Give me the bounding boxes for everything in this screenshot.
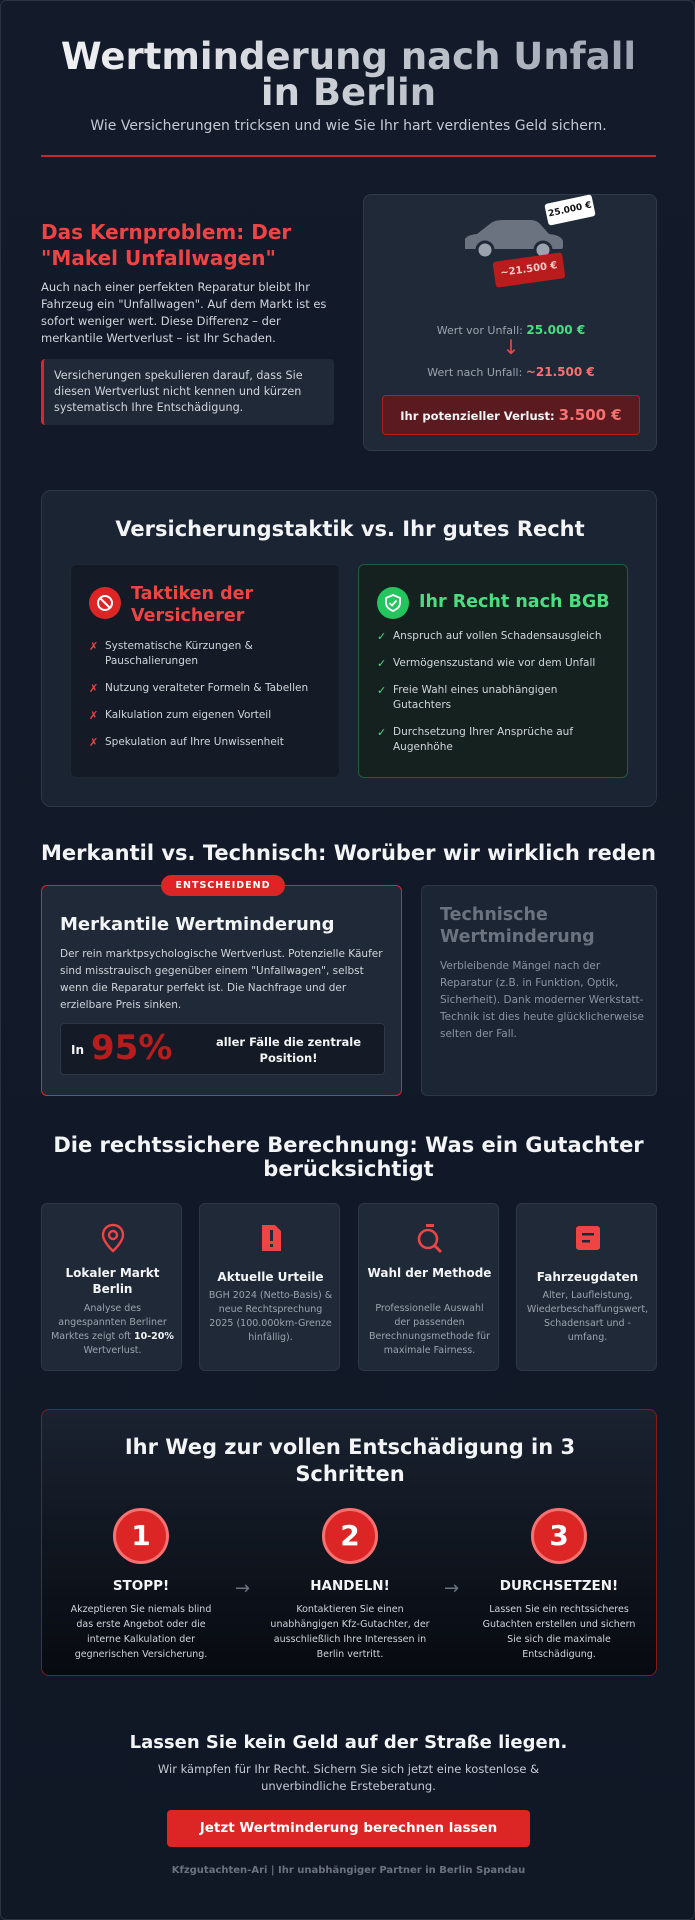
- value-loss-card: [363, 194, 657, 451]
- step-number: 1: [113, 1508, 169, 1564]
- document-alert-icon: [255, 1222, 287, 1254]
- list-item: ✗ Systematische Kürzungen & Pauschalierungen: [89, 640, 253, 667]
- stat-prefix: In: [71, 1043, 85, 1057]
- calc-card-heading: Wahl der Methode: [367, 1266, 492, 1280]
- merkantil-stat-box: [60, 1023, 385, 1075]
- merkantil-card: [41, 880, 402, 1096]
- data-sheet-icon: [572, 1222, 604, 1254]
- check-icon: ✓: [377, 684, 387, 697]
- technisch-text: Verbleibende Mängel nach der Reparatur (z.B. in Funktion, Optik, Sicherheit). Dank moderner Werkstatt-Technik ist dies heute glücklicherweise selten der Fall.: [440, 960, 644, 1040]
- list-item: ✗ Spekulation auf Ihre Unwissenheit: [89, 736, 284, 749]
- calc-card-vehicle: [516, 1203, 657, 1371]
- core-problem-quote: Versicherungen spekulieren darauf, dass Sie diesen Wertverlust nicht kennen und kürzen systematisch Ihre Entschädigung.: [41, 359, 334, 425]
- list-item: ✓ Anspruch auf vollen Schadensausgleich: [377, 630, 602, 643]
- calc-card-heading: Lokaler Markt Berlin: [65, 1266, 160, 1296]
- stat-text: aller Fälle die zentrale Position!: [215, 1035, 362, 1065]
- prohibited-icon: [89, 587, 121, 619]
- calculate-value-loss-button[interactable]: Jetzt Wertminderung berechnen lassen: [167, 1810, 530, 1847]
- value-after-row: [364, 365, 658, 379]
- loss-amount: 3.500 €: [558, 406, 622, 424]
- calculation-title: Die rechtssichere Berechnung: Was ein Gutachter berücksichtigt: [53, 1133, 644, 1181]
- cta-title: Lassen Sie kein Geld auf der Straße liegen.: [129, 1732, 568, 1753]
- rights-heading: Ihr Recht nach BGB: [419, 592, 610, 612]
- check-icon: ✓: [377, 657, 387, 670]
- decisive-badge: ENTSCHEIDEND: [161, 875, 285, 896]
- value-before-amount: 25.000 €: [526, 323, 586, 337]
- tactics-vs-rights-section: [41, 490, 657, 807]
- list-item: ✗ Nutzung veralteter Formeln & Tabellen: [89, 682, 309, 695]
- value-before-label: Wert vor Unfall:: [436, 324, 523, 337]
- value-after-amount: ~21.500 €: [525, 365, 595, 379]
- rights-column: [358, 564, 628, 778]
- step-number: 2: [322, 1508, 378, 1564]
- calc-card-market: [41, 1203, 182, 1371]
- cta-subtitle: Wir kämpfen für Ihr Recht. Sichern Sie sich jetzt eine kostenlose & unverbindliche Ersteberatung.: [157, 1762, 540, 1793]
- list-item: ✗ Kalkulation zum eigenen Vorteil: [89, 709, 272, 722]
- arrow-right-icon: →: [444, 1578, 460, 1599]
- technisch-heading: Technische Wertminderung: [440, 905, 595, 947]
- shield-check-icon: [377, 587, 409, 619]
- step-text: Kontaktieren Sie einen unabhängigen Kfz-Gutachter, der ausschließlich Ihre Interessen in Berlin vertritt.: [270, 1604, 430, 1660]
- merkantil-text: Der rein marktpsychologische Wertverlust. Potenzielle Käufer sind misstrauisch gegenüber einem "Unfallwagen", selbst wenn die Reparatur perfekt ist. Die Nachfrage und der erzielbare Preis sinken.: [60, 948, 383, 1011]
- technisch-card: [421, 885, 657, 1096]
- arrow-right-icon: →: [235, 1578, 251, 1599]
- step-number: 3: [531, 1508, 587, 1564]
- list-item: ✓ Freie Wahl eines unabhängigen Gutachters: [377, 684, 558, 711]
- calc-card-heading: Fahrzeugdaten: [536, 1270, 639, 1284]
- value-after-label: Wert nach Unfall:: [427, 366, 523, 379]
- calc-card-text: Alter, Laufleistung, Wiederbeschaffungswert, Schadensart und -umfang.: [526, 1290, 649, 1343]
- calc-card-rulings: [199, 1203, 340, 1371]
- cross-icon: ✗: [89, 682, 99, 695]
- page-subtitle: Wie Versicherungen tricksen und wie Sie Ihr hart verdientes Geld sichern.: [90, 118, 607, 134]
- page-title: Wertminderung nach Unfall in Berlin: [41, 39, 656, 111]
- tactics-column: [70, 564, 340, 778]
- merkantil-heading: Merkantile Wertminderung: [60, 914, 335, 935]
- step-heading: STOPP!: [112, 1578, 170, 1594]
- cross-icon: ✗: [89, 709, 99, 722]
- comparison-title: Merkantil vs. Technisch: Worüber wir wirklich reden: [41, 841, 656, 865]
- steps-section: [41, 1409, 657, 1676]
- header-divider: [41, 155, 656, 157]
- cross-icon: ✗: [89, 640, 99, 653]
- rights-list: [377, 629, 617, 767]
- loss-label: Ihr potenzieller Verlust:: [400, 409, 555, 423]
- price-tag-before: 25.000 €: [544, 194, 596, 225]
- price-tag-after: ~21.500 €: [493, 252, 566, 287]
- step-text: Akzeptieren Sie niemals blind das erste Angebot oder die interne Kalkulation der gegnerischen Versicherung.: [70, 1604, 212, 1660]
- tactics-list: [89, 639, 329, 762]
- cross-icon: ✗: [89, 736, 99, 749]
- core-problem-title: Das Kernproblem: Der "Makel Unfallwagen": [41, 220, 292, 270]
- check-icon: ✓: [377, 726, 387, 739]
- potential-loss-box: [382, 395, 640, 435]
- step-heading: DURCHSETZEN!: [499, 1578, 619, 1594]
- stopwatch-search-icon: [414, 1222, 446, 1254]
- steps-title: Ihr Weg zur vollen Entschädigung in 3 Schritten: [124, 1435, 576, 1486]
- calc-card-heading: Aktuelle Urteile: [217, 1270, 324, 1284]
- tactics-heading: Taktiken der Versicherer: [131, 584, 254, 626]
- calc-card-text: Analyse des angespannten Berliner Marktes zeigt oft 10-20% Wertverlust.: [51, 1303, 174, 1356]
- step-text: Lassen Sie ein rechtssicheres Gutachten erstellen und sichern Sie sich die maximale Entschädigung.: [482, 1604, 636, 1660]
- check-icon: ✓: [377, 630, 387, 643]
- calc-card-method: [358, 1203, 499, 1371]
- core-problem-text: Auch nach einer perfekten Reparatur bleibt Ihr Fahrzeug ein "Unfallwagen". Auf dem Markt ist es sofort weniger wert. Diese Differenz – der merkantile Wertverlust – ist Ihr Schaden.: [41, 280, 327, 345]
- footer-text: Kfzgutachten-Ari | Ihr unabhängiger Partner in Berlin Spandau: [171, 1865, 526, 1876]
- tactics-vs-rights-title: Versicherungstaktik vs. Ihr gutes Recht: [115, 517, 585, 541]
- calc-card-text: BGH 2024 (Netto-Basis) & neue Rechtsprechung 2025 (100.000km-Grenze hinfällig).: [208, 1290, 333, 1343]
- list-item: ✓ Vermögenszustand wie vor dem Unfall: [377, 657, 596, 670]
- calc-card-text: Professionelle Auswahl der passenden Berechnungsmethode für maximale Fairness.: [368, 1303, 490, 1356]
- arrow-down-icon: ↓: [502, 335, 520, 359]
- stat-value: 95%: [91, 1028, 173, 1068]
- list-item: ✓ Durchsetzung Ihrer Ansprüche auf Augenhöhe: [377, 726, 574, 753]
- step-heading: HANDELN!: [310, 1578, 390, 1594]
- map-pin-icon: [97, 1222, 129, 1254]
